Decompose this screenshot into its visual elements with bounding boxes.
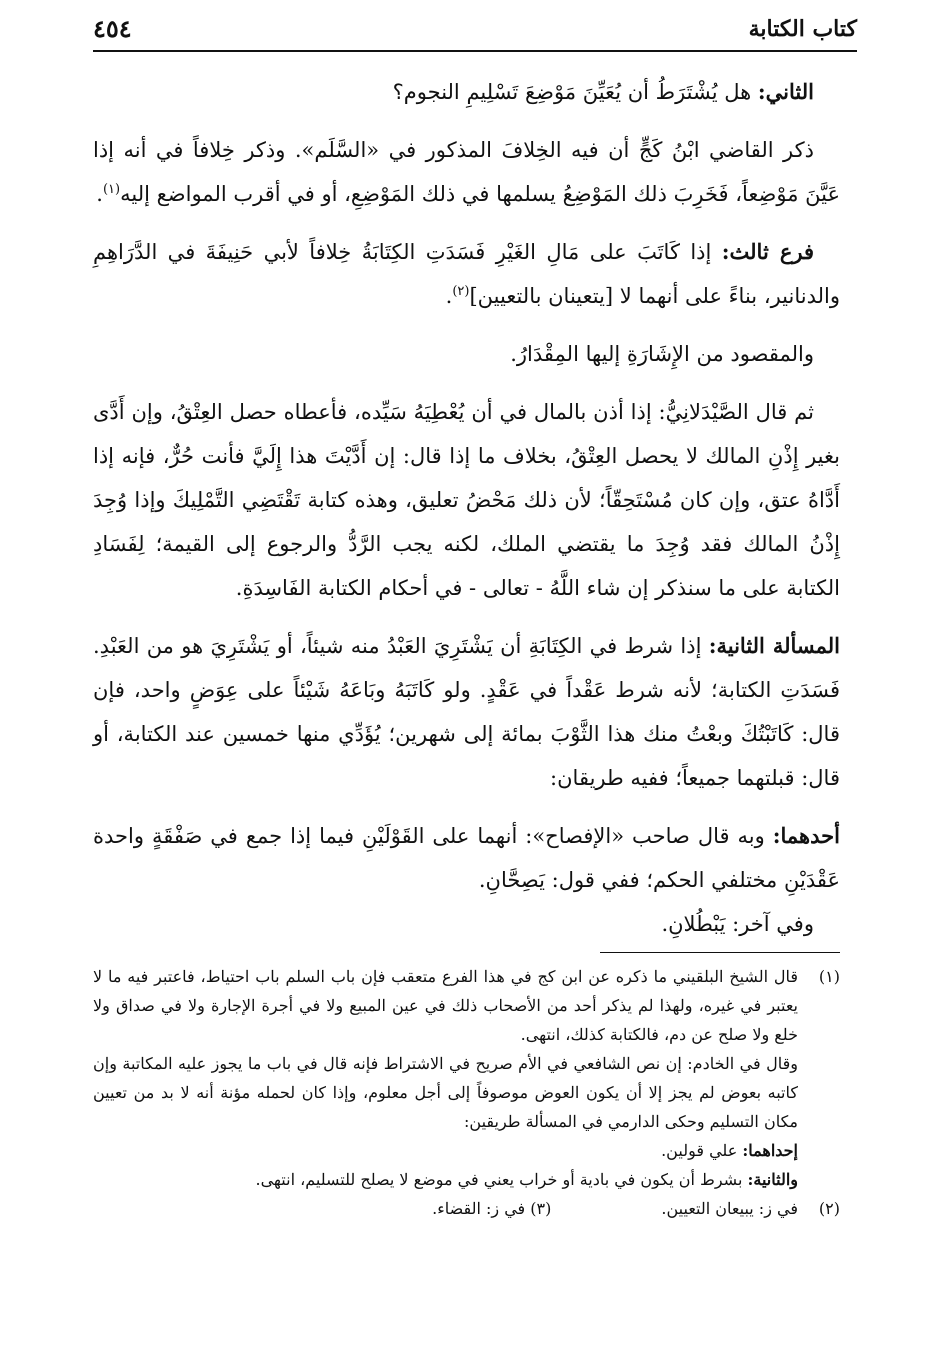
footnote-text: قال الشيخ البلقيني ما ذكره عن ابن كج في هذا الفرع متعقب فإن باب السلم باب احتياط، فاعتبر فيه ما لا يعتبر في غيره، ولهذا لم يذكر أحد من الأصحاب ذلك في عين المبيع ولا في أجرة الإجارة ولا في صداق ولا خلع ولا صلح عن دم، فالكتابة كذلك، انتهى. <box>93 967 798 1044</box>
page-number: ٤٥٤ <box>93 14 132 43</box>
paragraph-3: فرع ثالث: إذا كَاتَبَ على مَالِ الغَيْرِ فَسَدَتِ الكِتَابَةُ خِلافاً لأبي حَنِيفَةَ في الدَّرَاهِمِ والدنانير، بناءً على أنهما لا [يتعينان بالتعيين]$^{(٢)}$. <box>93 239 840 308</box>
paragraph-lead: فرع ثالث: <box>721 239 814 264</box>
footnote-text: وقال في الخادم: إن نص الشافعي في الأم صريح في الاشتراط فإنه قال في باب ما يجوز عليه المكاتبة وإن كاتبه بعوض لم يجز إلا أن يكون العوض موصوفاً إلى أجل معلوم، وإذا كان لحمله مؤنة أنه لا بد من تعيين مكان التسليم وحكى الدارمي في المسألة طريقين: <box>93 1054 799 1131</box>
paragraph-text: وبه قال صاحب «الإفصاح»: أنهما على القَوْلَيْنِ فيما إذا جمع في صَفْقَةٍ واحدة عَقْدَيْنِ مختلفي الحكم؛ ففي قول: يَصِحَّانِ. <box>93 824 840 892</box>
paragraph-text: إذا كَاتَبَ على مَالِ الغَيْرِ فَسَدَتِ الكِتَابَةُ خِلافاً لأبي حَنِيفَةَ في الدَّرَاهِمِ والدنانير، بناءً على أنهما لا [يتعينان بالتعيين] <box>93 240 840 308</box>
footnote-number: (٢) <box>818 1199 840 1218</box>
paragraph-text: ذكر القاضي ابْنُ كَجٍّ أن فيه الخِلافَ المذكور في «السَّلَم». وذكر خِلافاً في أنه إذا عَيَّنَ مَوْضِعاً، فَخَرِبَ ذلك المَوْضِعُ يسلمها في ذلك المَوْضِعِ، أو في أقرب المواضع إليه <box>93 138 840 206</box>
footnote-number: (٣) <box>530 1199 552 1218</box>
footnote-ref[interactable]: (٢) <box>452 284 470 299</box>
paragraph-4 <box>93 332 840 376</box>
paragraph-8 <box>93 902 840 946</box>
paragraph-7 <box>93 814 840 902</box>
paragraph-6 <box>93 624 840 800</box>
footnote-lead: والثانية: <box>747 1170 798 1189</box>
footnote-rule <box>600 952 840 953</box>
footnote-2-3 <box>93 1194 840 1223</box>
paragraph-lead: المسألة الثانية: <box>708 633 840 658</box>
header-rule <box>93 50 857 52</box>
footnote-text: علي قولين. <box>661 1141 738 1160</box>
paragraph-lead: الثاني: <box>757 79 814 104</box>
footnote-text: في ز: يبيعان التعيين. <box>661 1199 798 1218</box>
paragraph-text: هل يُشْتَرَطُ أن يُعَيِّنَ مَوْضِعَ تَسْلِيمِ النجوم؟ <box>392 80 752 104</box>
footnote-1 <box>93 962 840 1194</box>
footnote-ref[interactable]: (١) <box>102 182 121 197</box>
page-header <box>93 14 857 50</box>
footnote-text: في ز: القضاء. <box>432 1199 526 1218</box>
paragraph-5 <box>93 390 840 610</box>
footnote-text: بشرط أن يكون في بادية أو خراب يعني في موضع لا يصلح للتسليم، انتهى. <box>255 1170 743 1189</box>
paragraph-2: ذكر القاضي ابْنُ كَجٍّ أن فيه الخِلافَ المذكور في «السَّلَم». وذكر خِلافاً في أنه إذا عَيَّنَ مَوْضِعاً، فَخَرِبَ ذلك المَوْضِعُ يسلمها في ذلك المَوْضِعِ، أو في أقرب المواضع إليه$^{(١)}$. <box>93 138 840 206</box>
paragraph-text: والمقصود من الإِشَارَةِ إليها المِقْدَارُ. <box>510 342 814 366</box>
running-title: كتاب الكتابة <box>748 16 857 42</box>
paragraph-text: وفي آخر: يَبْطُلانِ. <box>661 912 814 936</box>
paragraph-text: ثم قال الصَّيْدَلانِيُّ: إذا أذن بالمال في أن يُعْطِيَهُ سَيِّده، فأعطاه حصل العِتْقُ، وإن أَدَّى بغير إِذْنِ المالك لا يحصل العِتْقُ، بخلاف ما إذا قال: إن أَدَّيْتَ هذا إِلَيَّ فأنت حُرٌّ، فإنه إذا أَدَّاهُ عتق، وإن كان مُسْتَحِقّاً؛ لأن ذلك مَحْضُ تعليق، وهذه كتابة تَقْتَضِي التَّمْلِيكَ وإذا وُجِدَ إِذْنُ المالك فقد وُجِدَ ما يقتضي الملك، لكنه يجب الرَّدُّ والرجوع إلى القيمة؛ لِفَسَادِ الكتابة على ما سنذكر إن شاء اللَّهُ - تعالى - في أحكام الكتابة الفَاسِدَةِ. <box>93 400 840 600</box>
footnotes <box>93 962 840 1223</box>
paragraph-lead: أحدهما: <box>772 823 840 848</box>
paragraph-1 <box>93 70 840 114</box>
footnote-number: (١) <box>818 967 840 986</box>
footnote-lead: إحداهما: <box>742 1141 798 1160</box>
footnote-line <box>93 1165 798 1194</box>
paragraph-text: إذا شرط في الكِتَابَةِ أن يَشْتَرِيَ العَبْدُ منه شيئاً، أو يَشْتَرِيَ هو من العَبْدِ. فَسَدَتِ الكتابة؛ لأنه شرط عَقْداً في عَقْدٍ. ولو كَاتَبَهُ وبَاعَهُ شَيْئاً على عِوَضٍ واحد، فإن قال: كَاتَبْتُكَ وبعْتُ منك هذا الثَّوْبَ بمائة إلى شهرين؛ يُؤَدِّي منها خمسين عند الكتابة، أو قال: قبلتهما جميعاً؛ ففيه طريقان: <box>93 634 840 790</box>
footnote-line <box>93 1136 798 1165</box>
main-text <box>93 70 840 946</box>
